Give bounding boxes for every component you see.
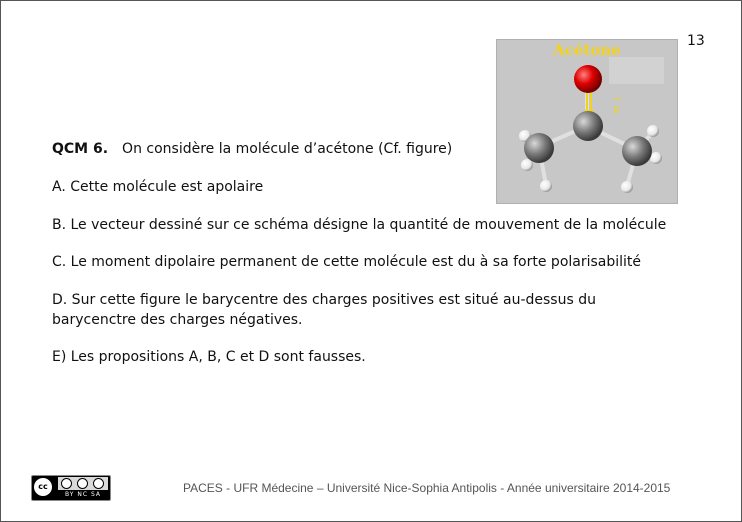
carbon-atom-left	[524, 133, 554, 163]
hydrogen-atom	[647, 125, 659, 137]
license-icons	[58, 477, 108, 490]
oxygen-atom	[574, 65, 602, 93]
sharealike-icon	[93, 478, 104, 489]
option-d: D. Sur cette figure le barycentre des charges positives est situé au-dessus du barycenctre des charges négatives.	[52, 292, 596, 328]
dipole-label: → p	[613, 94, 622, 115]
option-b: B. Le vecteur dessiné sur ce schéma désigne la quantité de mouvement de la molécule	[52, 217, 667, 233]
attribution-icon	[61, 478, 72, 489]
creative-commons-badge	[31, 475, 111, 501]
question-label: QCM 6.	[52, 141, 109, 157]
question-heading	[52, 141, 452, 157]
option-c: C. Le moment dipolaire permanent de cette molécule est du à sa forte polarisabilité	[52, 254, 642, 270]
hydrogen-atom	[650, 152, 662, 164]
license-terms: BY NC SA	[65, 491, 101, 498]
option-a: A. Cette molécule est apolaire	[52, 179, 264, 195]
noncommercial-icon	[77, 478, 88, 489]
option-e: E) Les propositions A, B, C et D sont fausses.	[52, 349, 366, 365]
carbon-atom-right	[622, 136, 652, 166]
cc-icon: cc	[34, 478, 52, 496]
question-text: On considère la molécule d’acétone (Cf. figure)	[122, 141, 453, 157]
footer: PACES - UFR Médecine – Université Nice-Sophia Antipolis - Année universitaire 2014-2015	[183, 481, 671, 495]
carbon-atom-center	[573, 111, 603, 141]
page-number: 13	[687, 33, 705, 49]
figure-title: Acétone	[553, 41, 621, 59]
